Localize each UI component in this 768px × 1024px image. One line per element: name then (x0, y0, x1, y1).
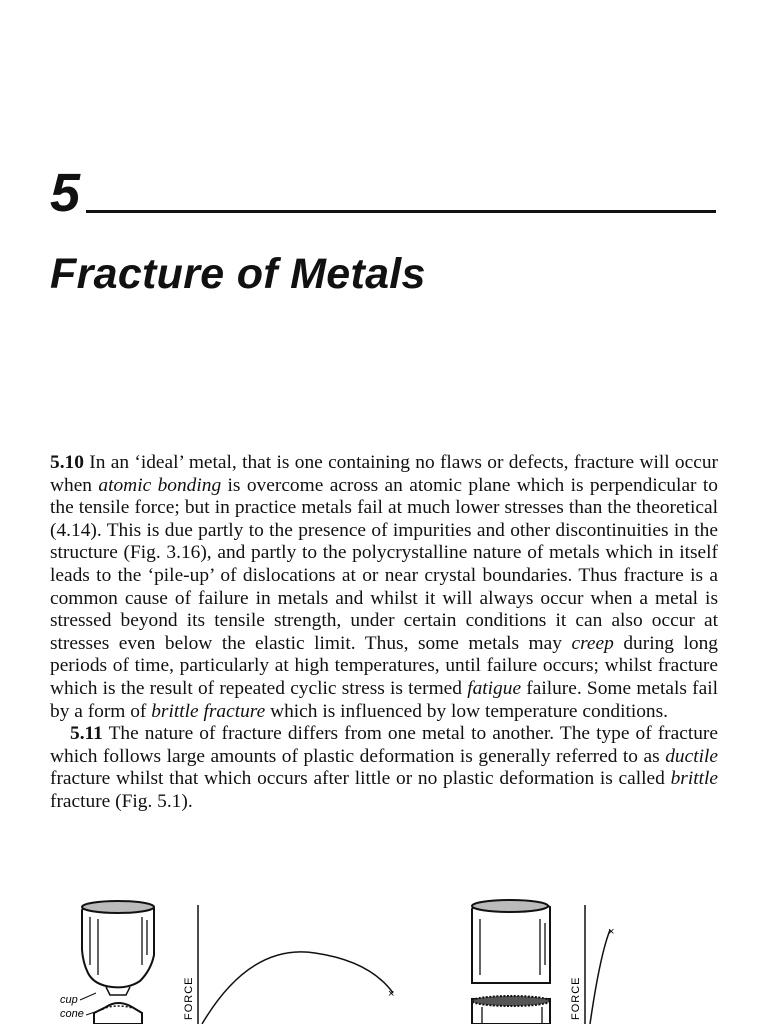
body-text (50, 452, 718, 814)
ductile-specimen-lower (94, 1003, 142, 1024)
emphasized-term: fatigue (467, 677, 522, 699)
brittle-specimen-lower (472, 996, 550, 1024)
chapter-number: 5 (50, 163, 81, 223)
paragraph-number: 5.11 (70, 723, 103, 745)
emphasized-term: creep (571, 632, 614, 654)
brittle-fracture-point-marker: × (608, 926, 615, 938)
cup-leader-line (80, 993, 96, 1000)
paragraph-text: during long periods of time, particularly at high temperatures, until failure occurs; whilst fracture which is the result of repeated cyclic stress is termed (50, 632, 718, 699)
ductile-specimen-upper (82, 901, 154, 995)
emphasized-term: brittle fracture (151, 700, 266, 722)
fracture-point-marker: × (388, 988, 395, 1000)
paragraph-text: fracture (Fig. 5.1). (50, 790, 193, 812)
force-axis-label-left: FORCE (183, 976, 195, 1020)
paragraph-text: fracture whilst that which occurs after little or no plastic deformation is called (50, 768, 671, 790)
emphasized-term: atomic bonding (98, 474, 222, 496)
paragraph-text: is overcome across an atomic plane which is perpendicular to the tensile force; but in practice metals fail at much lower stresses than the theoretical (4.14). This is due partly to the presence of impurities and other discontinuities in the structure (Fig. 3.16), and partly to the polycrystalline nature of metals which in itself leads to the ‘pile-up’ of dislocations at or near crystal boundaries. Thus fracture is a common cause of failure in metals and whilst it will always occur when a metal is stressed beyond its tensile strength, under certain conditions it can also occur at stresses even below the elastic limit. Thus, some metals may (50, 474, 718, 654)
chapter-title: Fracture of Metals (50, 250, 426, 298)
cone-label: cone (60, 1008, 84, 1020)
brittle-force-curve (590, 930, 610, 1024)
ductile-fracture-figure (50, 895, 410, 1024)
paragraph-5-10 (50, 452, 718, 723)
paragraph-5-11 (50, 723, 718, 813)
paragraph-text: which is influenced by low temperature conditions. (265, 700, 669, 722)
ductile-force-curve (202, 952, 393, 1024)
paragraph-text: The nature of fracture differs from one metal to another. The type of fracture which follows large amounts of plastic deformation is generally referred to as (50, 723, 718, 767)
emphasized-term: brittle (670, 768, 718, 790)
chapter-rule (86, 210, 716, 213)
paragraph-text: In an ‘ideal’ metal, that is one containing no flaws or defects, fracture will occur when (50, 452, 718, 496)
force-axis-label-right: FORCE (570, 976, 582, 1020)
emphasized-term: ductile (665, 745, 718, 767)
paragraph-number: 5.10 (50, 452, 84, 473)
paragraph-text: failure. Some metals fail by a form of (50, 677, 718, 722)
cup-label: cup (60, 994, 78, 1006)
brittle-fracture-figure (460, 895, 660, 1024)
brittle-specimen-upper (472, 900, 550, 983)
